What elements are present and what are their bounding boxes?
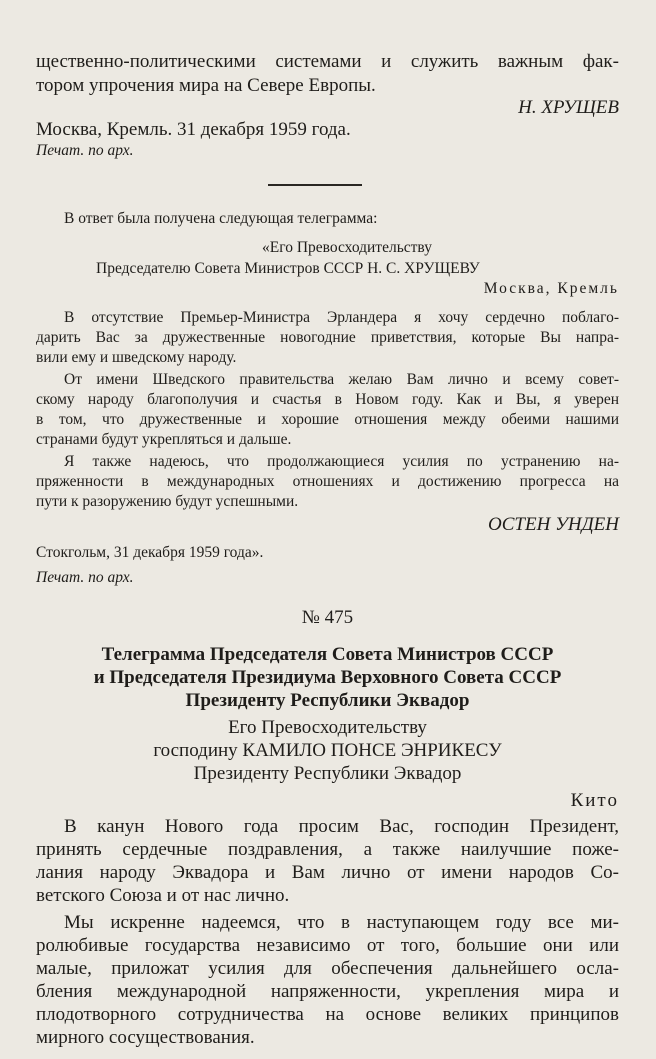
reply-intro: В ответ была получена следующая телеграмма: — [64, 210, 378, 227]
destination-city: Кито — [570, 790, 619, 811]
body-para2-line-5: плодотворного сотрудничества на основе великих принципов — [36, 1004, 619, 1025]
reply-para1-line-1: В отсутствие Премьер-Министра Эрландера я хочу сердечно поблаго- — [64, 309, 619, 326]
title-line-1: Телеграмма Председателя Совета Министров СССР — [101, 644, 554, 665]
body-para1-line-1: В канун Нового года просим Вас, господин Президент, — [64, 816, 619, 837]
reply-location: Москва, Кремль — [483, 280, 619, 297]
title-line-3: Президенту Республики Эквадор — [185, 690, 470, 711]
reply-para3-line-2: пряженности в международных отношениях и достижению прогресса на — [36, 473, 619, 490]
reply-para2-line-1: От имени Шведского правительства желаю Вам лично и всему совет- — [64, 371, 619, 388]
address-line-1: Его Превосходительству — [228, 717, 427, 738]
reply-address-line-2: Председателю Совета Министров СССР Н. С. ХРУЩЕВУ — [96, 260, 480, 277]
body-para2-line-4: бления международной напряженности, укрепления мира и — [36, 981, 619, 1002]
body-para1-line-2: принять сердечные поздравления, а также наилучшие поже- — [36, 839, 619, 860]
reply-para2-line-4: странами будут укрепляться и дальше. — [36, 431, 292, 448]
signature-unden: ОСТЕН УНДЕН — [488, 514, 619, 535]
reply-para1-line-3: вили ему и шведскому народу. — [36, 349, 237, 366]
reply-para3-line-3: пути к разоружению будут успешными. — [36, 493, 299, 510]
title-line-2: и Председателя Президиума Верховного Совета СССР — [93, 667, 562, 688]
archive-note: Печат. по арх. — [36, 142, 134, 159]
body-para1-line-4: ветского Союза и от нас лично. — [36, 885, 290, 906]
reply-para2-line-2: скому народу благополучия и счастья в Новом году. Как и Вы, я уверен — [36, 391, 619, 408]
page-footer — [36, 1041, 619, 1059]
reply-para3-line-1: Я также надеюсь, что продолжающиеся усилия по устранению на- — [64, 453, 619, 470]
body-para2-line-6: мирного сосуществования. — [36, 1027, 255, 1048]
address-line-3: Президенту Республики Эквадор — [193, 763, 462, 784]
document-number: № 475 — [301, 607, 354, 628]
body-para2-line-2: ролюбивые государства независимо от того, большие они или — [36, 935, 619, 956]
body-para2-line-3: малые, приложат усилия для обеспечения дальнейшего осла- — [36, 958, 619, 979]
body-para1-line-3: лания народу Эквадора и Вам лично от имени народов Со- — [36, 862, 619, 883]
reply-para1-line-2: дарить Вас за дружественные новогодние приветствия, которые Вы напра- — [36, 329, 619, 346]
place-date-stockholm: Стокгольм, 31 декабря 1959 года». — [36, 544, 264, 561]
reply-para2-line-3: в том, что дружественные и хорошие отношения между обеими нашими — [36, 411, 619, 428]
separator-rule — [268, 184, 362, 186]
place-date-moscow: Москва, Кремль. 31 декабря 1959 года. — [36, 119, 351, 140]
address-line-2: господину КАМИЛО ПОНСЕ ЭНРИКЕСУ — [153, 740, 502, 761]
archive-note: Печат. по арх. — [36, 569, 134, 586]
intro-line-2: тором упрочения мира на Севере Европы. — [36, 75, 376, 96]
reply-address-line-1: «Его Превосходительству — [262, 239, 432, 256]
body-para2-line-1: Мы искренне надеемся, что в наступающем году все ми- — [64, 912, 619, 933]
signature-khrushchev: Н. ХРУЩЕВ — [518, 97, 619, 118]
intro-line-1: щественно-политическими системами и служить важным фак- — [36, 51, 619, 72]
